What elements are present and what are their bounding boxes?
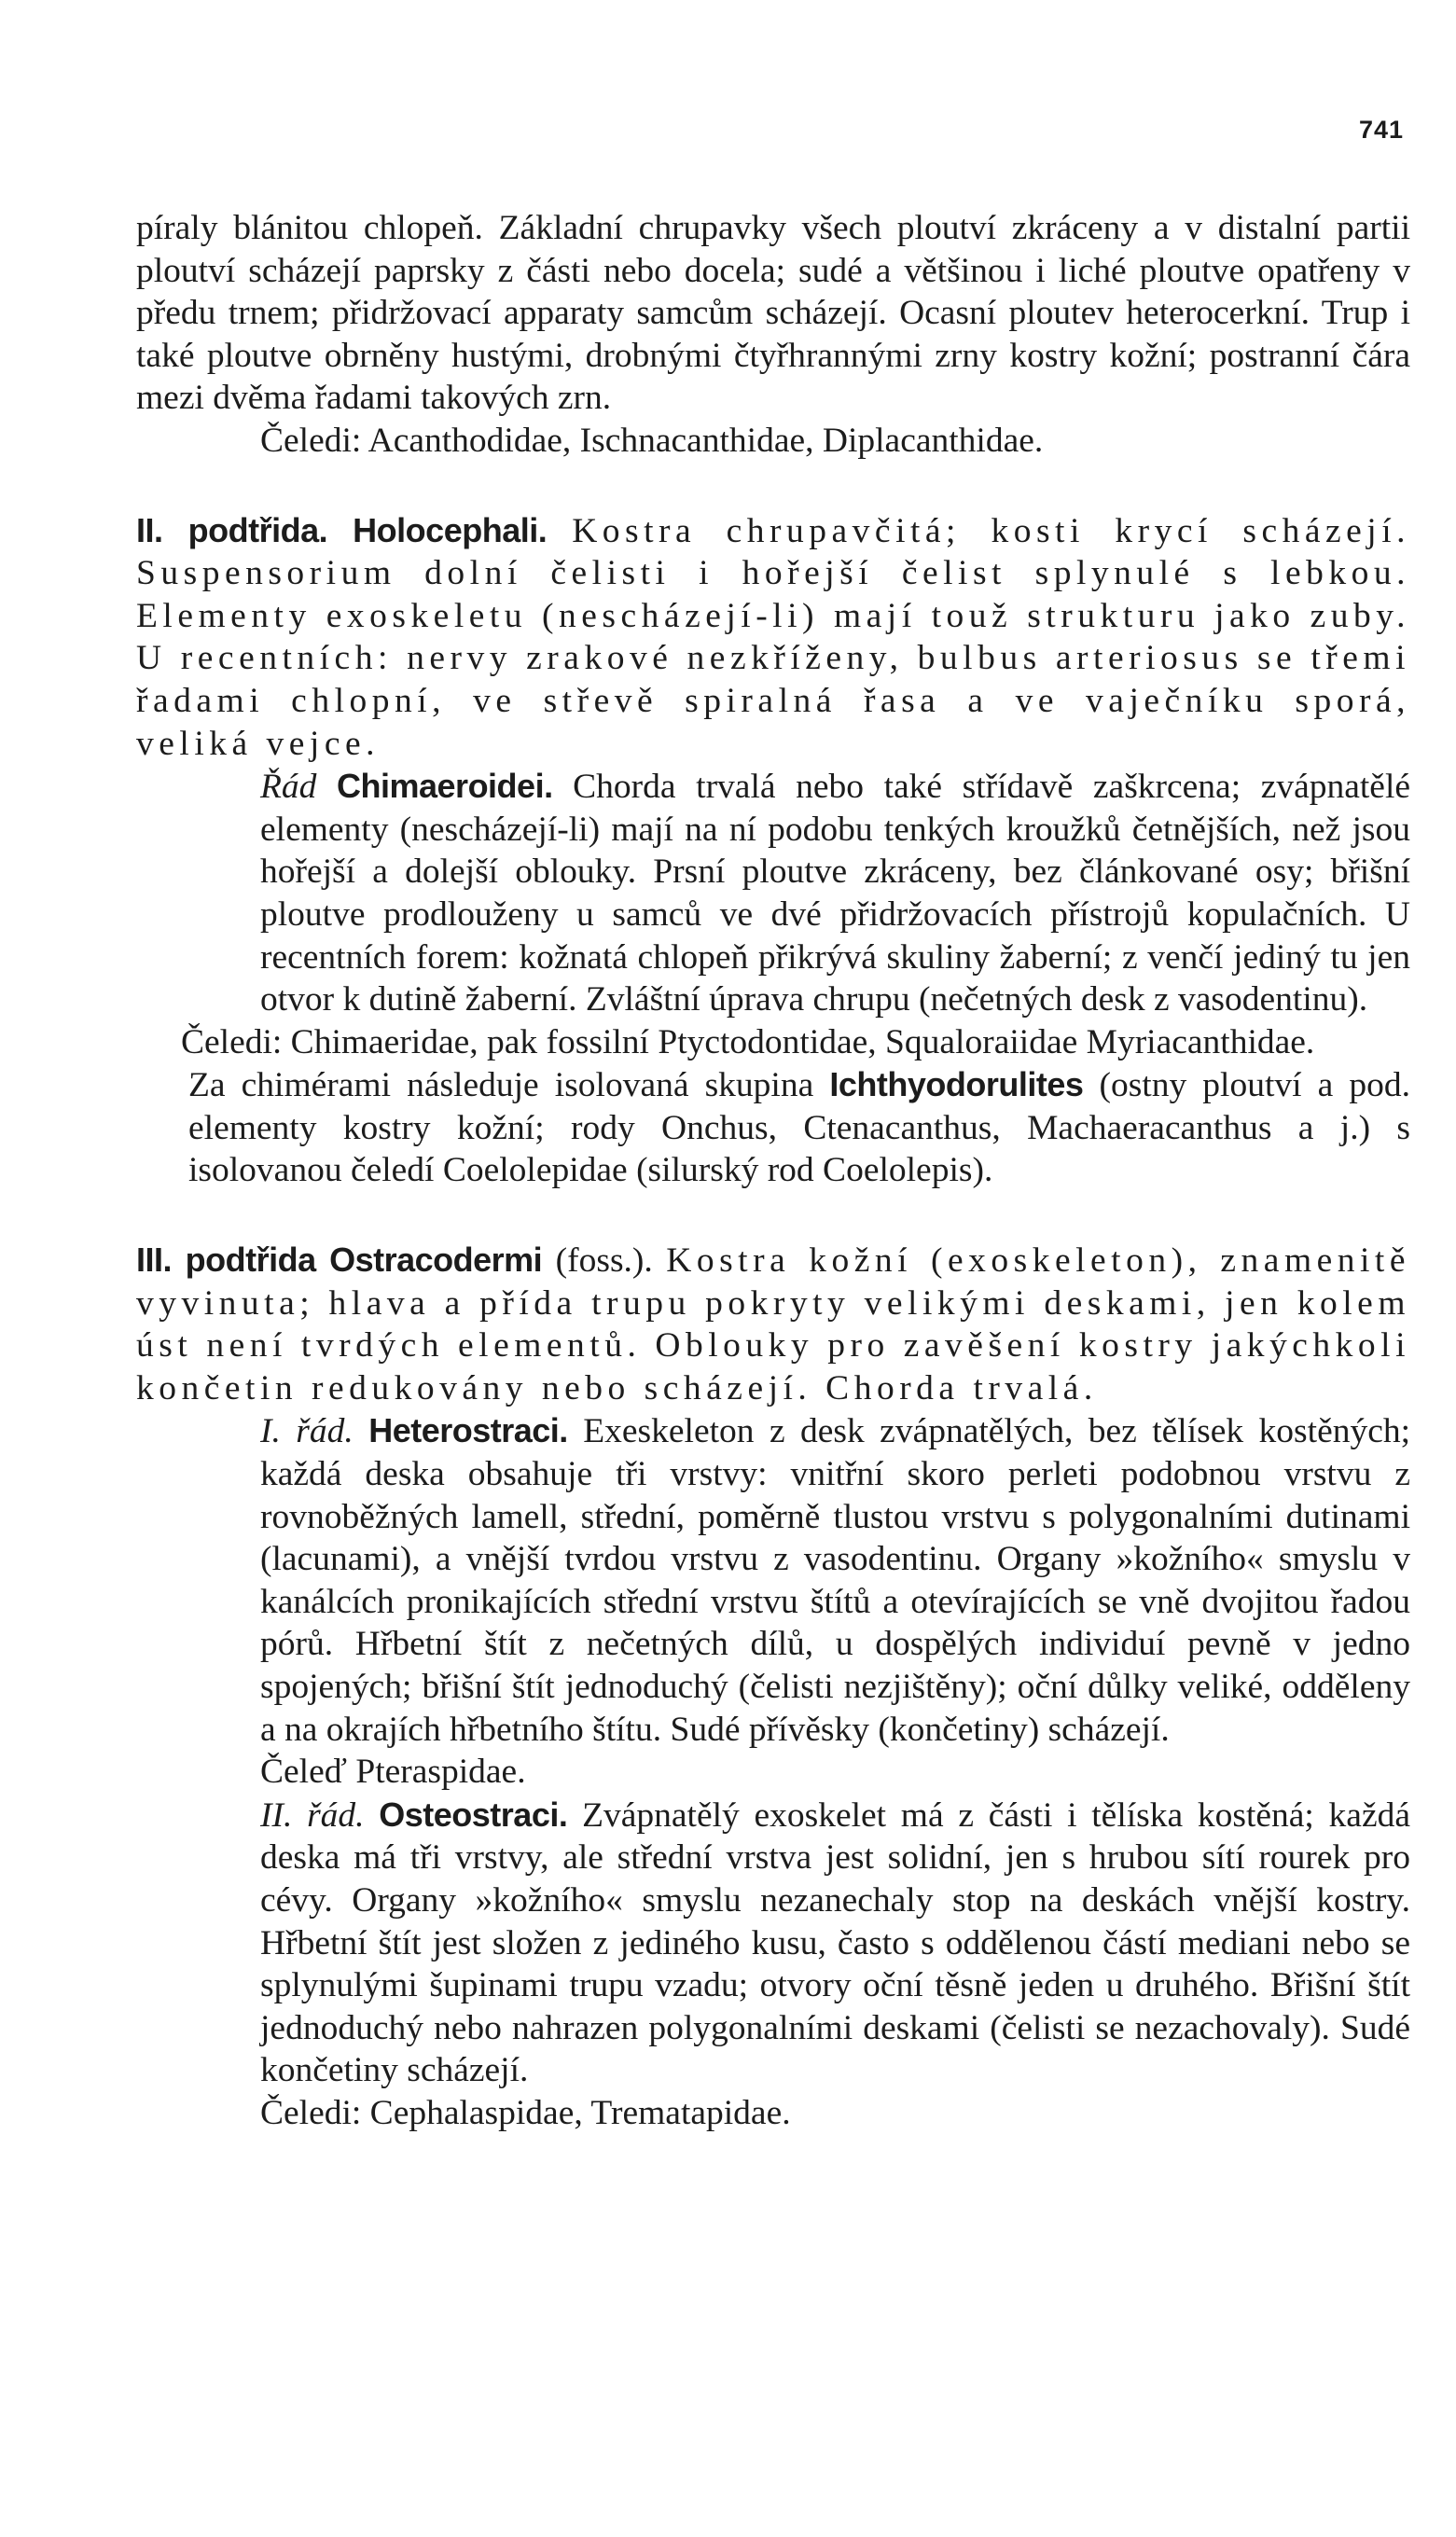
order-prefix: II. řád.: [260, 1795, 365, 1835]
ichthyo-name: Ichthyodorulites: [829, 1065, 1084, 1104]
order-chimaeroidei: [136, 765, 1410, 1021]
order-prefix: I. řád.: [260, 1412, 354, 1451]
ichthyodorulites-paragraph: [136, 1063, 1410, 1192]
order-name: Chimaeroidei.: [337, 767, 553, 806]
families-chimaeroidei: Čeledi: Chimaeridae, pak fossilní Ptyctodontidae, Squaloraiidae Myriacanthidae.: [181, 1022, 1315, 1061]
order-name: Heterostraci.: [368, 1411, 568, 1450]
subclass-ostracodermi: [136, 1239, 1410, 1409]
order-text: Exeskeleton z desk zvápnatělých, bez tělísek kostěných; každá deska obsahuje tři vrstvy: vnitřní skoro perleti podobnou vrstvu z rovnoběžných lamell, střední, poměrně tlustou vrstvu s polygonalními dutinami (lacunami), a vnější tvrdou vrstvu z vasodentinu. Organy »kožního« smyslu v kanálcích pronikajících střední vrstvu štítů a otevírajících se vně dvojitou řadou pórů. Hřbetní štít z nečetných dílů, u dospělých individuí pevně v jedno spojených; břišní štít jednoduchý (čelisti nezjištěny); oční důlky veliké, odděleny a na okrajích hřbetního štítu. Sudé přívěsky (končetiny) scházejí.: [260, 1412, 1411, 1749]
ichthyo-after: (ostny ploutví a pod. elementy kostry kožní; rody Onchus, Ctenacanthus, Machaeracanthus a j.) s isolovanou čeledí Coelolepidae (silurský rod Coelolepis).: [188, 1066, 1411, 1190]
subclass-name: Ostracodermi: [329, 1241, 543, 1280]
order-name: Osteostraci.: [379, 1795, 568, 1834]
families-acanthodii: Čeledi: Acanthodidae, Ischnacanthidae, Diplacanthidae.: [260, 421, 1044, 460]
order-text: Chorda trvalá nebo také střídavě zaškrcena; zvápnatělé elementy (nescházejí-li) mají na ní podobu tenkých kroužků četnějších, než jsou hořejší a dolejší oblouky. Prsní ploutve zkráceny, bez článkované osy; břišní ploutve prodlouženy u samců ve dvé přidržovacích přístrojů kopulačních. U recentních forem: kožnatá chlopeň přikrývá skuliny žaberní; z venčí jediný tu jen otvor k dutině žaberní. Zvláštní úprava chrupu (nečetných desk z vasodentinu).: [260, 768, 1411, 1019]
page-body: [136, 207, 1410, 2135]
subclass-text: Kostra chrupavčitá; kosti krycí scházejí. Suspensorium dolní čelisti i hořejší čelist splynulé s lebkou. Elementy exoskeletu (nescházejí-li) mají touž strukturu jako zuby. U recentních: nervy zrakové nezkříženy, bulbus arteriosus se třemi řadami chlopní, ve střevě spiralná řasa a ve vaječníku sporá, veliká vejce.: [136, 511, 1410, 763]
subclass-text: Kostra kožní (exoskeleton), znamenitě vyvinuta; hlava a přída trupu pokryty velikými deskami, jen kolem úst není tvrdých elementů. Oblouky pro zavěšení kostry jakýchkoli končetin redukovány nebo scházejí. Chorda trvalá.: [136, 1241, 1410, 1407]
order-prefix: Řád: [260, 768, 317, 807]
intro-paragraph: píraly blánitou chlopeň. Základní chrupavky všech ploutví zkráceny a v distalní partii ploutví scházejí paprsky z části nebo docela; sudé a většinou i liché ploutve opatřeny v předu trnem; přidržovací apparaty samcům scházejí. Ocasní ploutev heterocerkní. Trup i také ploutve obrněny hustými, drobnými čtyřhrannými zrny kostry kožní; postranní čára mezi dvěma řadami takových zrn.: [136, 209, 1410, 418]
page-number: 741: [1358, 116, 1404, 144]
subclass-note: (foss.).: [555, 1241, 653, 1281]
families-osteostraci: Čeledi: Cephalaspidae, Trematapidae.: [260, 2093, 791, 2132]
family-pteraspidae: Čeleď Pteraspidae.: [260, 1753, 526, 1792]
subclass-heading: III. podtřida: [136, 1241, 316, 1280]
order-osteostraci: [136, 1794, 1410, 2092]
ichthyo-before: Za chimérami následuje isolovaná skupina: [188, 1066, 814, 1105]
order-text: Zvápnatělý exoskelet má z části i tělíska kostěná; každá deska má tři vrstvy, ale střední vrstva jest solidní, jen s hrubou sítí rourek pro cévy. Organy »kožního« smyslu nezanechaly stop na deskách vnější kostry. Hřbetní štít jest složen z jediného kusu, často s oddělenou částí mediani nebo se splynulými šupinami trupu vzadu; otvory oční těsně jeden u druhého. Břišní štít jednoduchý nebo nahrazen polygonalními deskami (čelisti se nezachovaly). Sudé končetiny scházejí.: [260, 1795, 1410, 2090]
subclass-holocephali: [136, 509, 1410, 766]
order-heterostraci: [136, 1409, 1410, 1751]
subclass-heading: II. podtřida. Holocephali.: [136, 510, 548, 549]
